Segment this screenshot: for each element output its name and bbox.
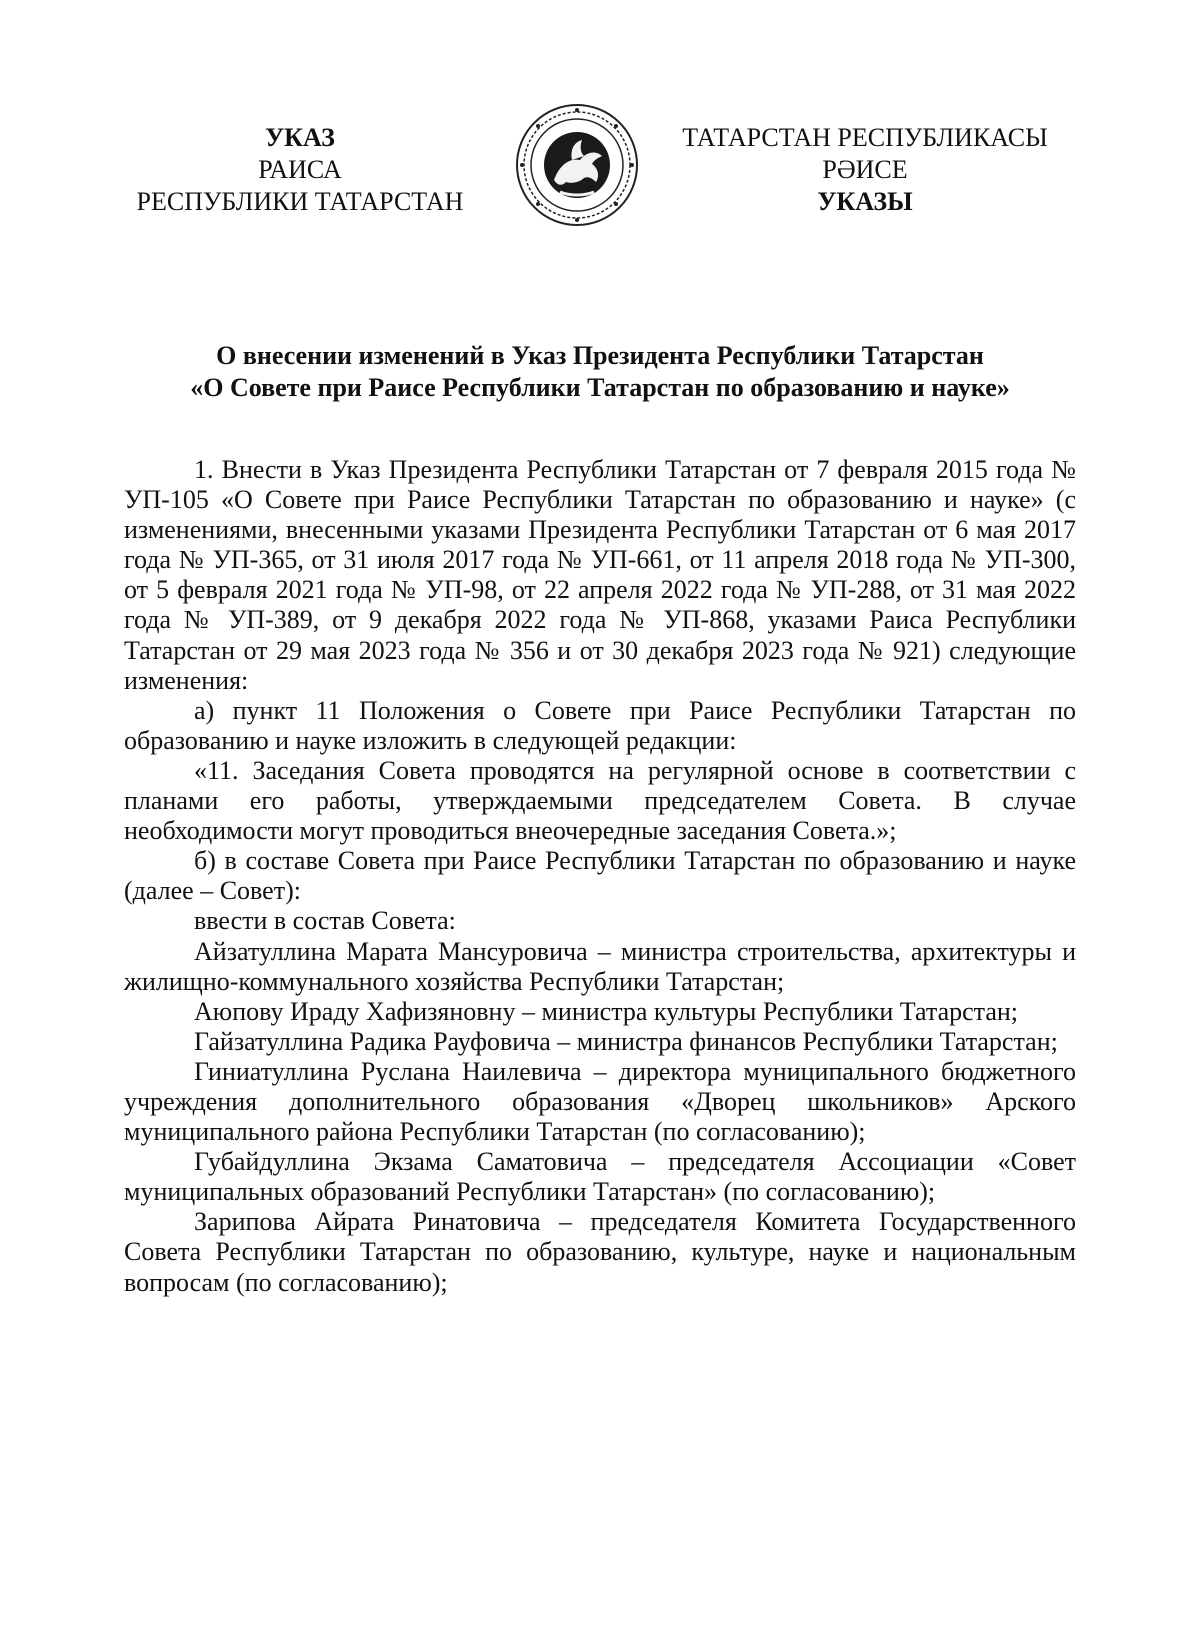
- paragraph-1: 1. Внести в Указ Президента Республики Татарстан от 7 февраля 2015 года № УП-105 «О Совете при Раисе Республики Татарстан по образованию и науке» (с изменениями, внесенными указами Президента Республики Татарстан от 6 мая 2017 года № УП-365, от 31 июля 2017 года № УП-661, от 11 апреля 2018 года № УП-300, от 5 февраля 2021 года № УП-98, от 22 апреля 2022 года № УП-288, от 31 мая 2022 года № УП-389, от 9 декабря 2022 года № УП-868, указами Раиса Республики Татарстан от 29 мая 2023 года № 356 и от 30 декабря 2023 года № 921) следующие изменения:: [124, 455, 1076, 695]
- paragraph-quote-11: «11. Заседания Совета проводятся на регулярной основе в соответствии с планами его работы, утверждаемыми председателем Совета. В случае необходимости могут проводиться внеочередные заседания Совета.»;: [124, 755, 1076, 846]
- header-left-line-2: РАИСА: [258, 155, 342, 184]
- document-body: [124, 455, 1076, 1298]
- header-left-line-3: РЕСПУБЛИКИ ТАТАРСТАН: [136, 187, 464, 216]
- member-2: Аюпову Ираду Хафизяновну – министра культуры Республики Татарстан;: [194, 996, 1019, 1026]
- header-left-line-1: УКАЗ: [265, 123, 335, 152]
- paragraph-b: б) в составе Совета при Раисе Республики Татарстан по образованию и науке (далее – Совет):: [124, 846, 1076, 906]
- header-right-tt: [640, 122, 1090, 218]
- member-4: Гиниатуллина Руслана Наилевича – директора муниципального бюджетного учреждения дополнительного образования «Дворец школьников» Арского муниципального района Республики Татарстан (по согласованию);: [124, 1056, 1076, 1147]
- header-right-line-1: ТАТАРСТАН РЕСПУБЛИКАСЫ: [682, 123, 1048, 152]
- paragraph-a: а) пункт 11 Положения о Совете при Раисе Республики Татарстан по образованию и науке изложить в следующей редакции:: [124, 695, 1076, 755]
- member-5: Губайдуллина Экзама Саматовича – председателя Ассоциации «Совет муниципальных образований Республики Татарстан» (по согласованию);: [124, 1147, 1076, 1207]
- header-right-line-3: УКАЗЫ: [817, 187, 913, 216]
- member-3: Гайзатуллина Радика Рауфовича – министра финансов Республики Татарстан;: [194, 1026, 1058, 1056]
- member-6: Зарипова Айрата Ринатовича – председателя Комитета Государственного Совета Республики Татарстан по образованию, культуре, науке и национальным вопросам (по согласованию);: [124, 1207, 1076, 1297]
- document-title: [110, 340, 1090, 404]
- header-right-line-2: РӘИСЕ: [822, 155, 908, 184]
- title-line-2: «О Совете при Раисе Республики Татарстан по образованию и науке»: [190, 373, 1010, 402]
- header-left-ru: [110, 122, 490, 218]
- title-line-1: О внесении изменений в Указ Президента Республики Татарстан: [216, 341, 984, 370]
- paragraph-introduce: ввести в состав Совета:: [194, 906, 456, 936]
- coat-of-arms-emblem: [514, 102, 640, 228]
- member-1: Айзатуллина Марата Мансуровича – министра строительства, архитектуры и жилищно-коммунального хозяйства Республики Татарстан;: [124, 936, 1076, 996]
